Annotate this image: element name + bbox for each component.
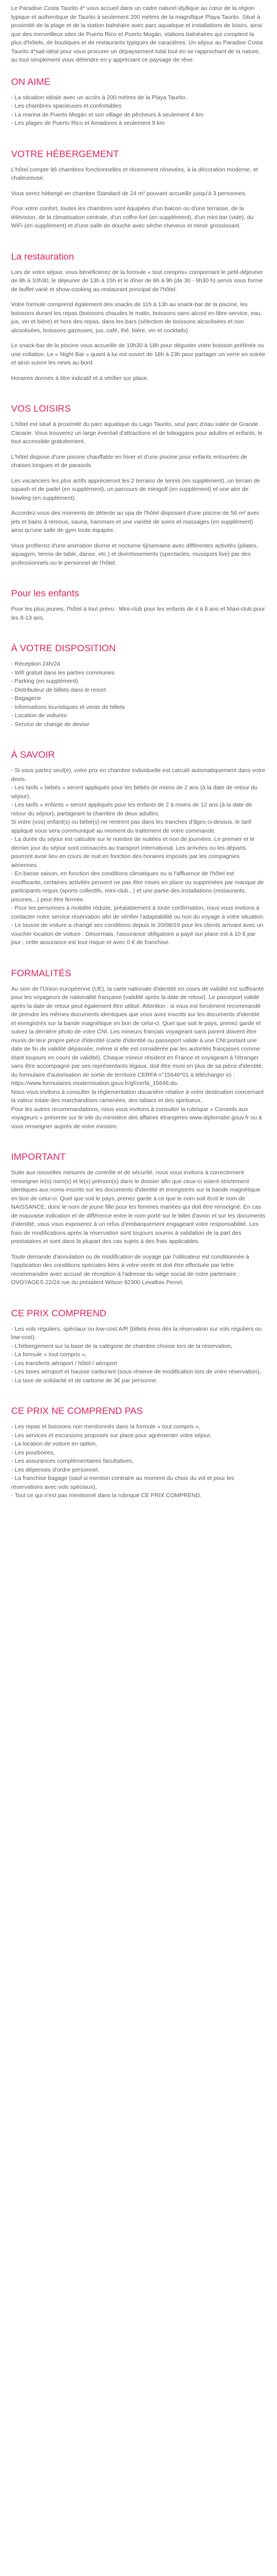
section-title-savoir: À SAVOIR [11, 749, 55, 760]
section-prix-comprend-pas [11, 1405, 266, 1500]
list-item: - Les services et excursions proposés sur place pour agrémenter votre séjour, [11, 1432, 212, 1439]
section-paragraph: Suite aux nouvelles mesures de contrôle et de sécurité, nous vous invitons à correctement renseigner le(s) nom(s) et le(s) prénom(s) dans le dossier afin que ceux-ci soient strictement identiques aux noms inscrits sur les documents d'identité et enregistrés sur la bande magnétique en bon de celui-ci. Quel que soit le pays, prenez garde à ce que le nom soit écrit le nom de NAISSANCE, donc le nom de jeune fille pour les femmes mariées qui doit être renseigné. En cas de mauvaise indication et de différence entre le nom porté sur le billet d'avion et sur les documents d'identité, vous vous exposerez à un refus d'embarquement engageant votre responsabilité. Les frais de modifications après la réservation sont toujours soumis à validation de la part des prestataires et sont dans la plupart des cas sujets à des frais applicables. [11, 1169, 265, 1245]
list-item: - La marina de Puerto Mogán et son village de pêcheurs à seulement 4 km [11, 111, 204, 118]
section-title-important: IMPORTANT [11, 1152, 66, 1162]
list-item: - La situation idéale avec un accès à 200 mètres de la Playa Taurito. [11, 94, 187, 101]
section-title-hebergement: VOTRE HÉBERGEMENT [11, 148, 119, 159]
list-item: - Tout ce qui n'est pas mentionné dans la rubrique CE PRIX COMPREND. [11, 1492, 202, 1499]
list-item: - Les pourboires, [11, 1449, 55, 1456]
section-list [11, 660, 266, 729]
section-paragraph: L'hôtel compte 96 chambres fonctionnelles et récemment rénovées, à la décoration moderne, et chaleureuse. [11, 166, 258, 181]
list-item: - La franchise bagage (sauf si mention contraire au moment du choix du vol et pour les réservations avec vols spéciaux), [11, 1475, 234, 1490]
section-formalites [11, 967, 266, 1132]
section-paragraph: Les vacanciers les plus actifs apprécieront les 2 terrains de tennis (en supplément), un terrain de squash et de padel (en supplément), un parcours de minigolf (en supplément) et une aire de bowling (en supplément). [11, 477, 260, 501]
list-item: - Informations touristiques et vente de billets [11, 703, 125, 711]
list-item: - Les dépenses d'ordre personnel, [11, 1466, 100, 1473]
list-item: - La location de voiture en option, [11, 1441, 98, 1447]
section-enfants [11, 587, 266, 622]
list-item: - Les transferts aéroport / hôtel / aéroport [11, 1360, 117, 1367]
section-paragraph: Toute demande d'annulation ou de modification de voyage par l'utilisateur est conditionnée à l'application des conditions spéciales liées à votre vente et doit être effectuée par lettre recommandée avec accusé de réception à l'adresse du siège social de notre partenaire : OVOYAGES 22/24 rue du président Wilson 92300 Levallois Perret. [11, 1253, 249, 1286]
list-item: - Distributeur de billets dans le resort [11, 686, 106, 693]
list-item: - Wifi gratuit dans les parties communes [11, 669, 115, 676]
list-item: - Les plages de Puerto Rico et Amadores à seulement 9 km [11, 120, 165, 126]
intro-text: Le Paradise Costa Taurito 4* vous accueil dans un cadre naturel idyllique au cœur de la région typique et authentique de Taurito à seulement 200 mètres de la magnifique Playa Taurito. Situé à proximité de la plage et de la station balnéaire avec parc aquatique et installations de loisirs, ainsi que des merveilleux sites de Puerto Rico et Puerto Mogán, stations balnéaires qui comptent la plus d'hôtels, de boutiques et de restaurants typiques de caractères. Un séjour au Paradise Costa Taurito 4*sait idéal pour vous procurer un dépaysement total tout en se rapprochant de la nature, au tout simplement vous détendre en y appréciant ce paysage de rêve. [11, 5, 263, 63]
section-restauration [11, 251, 266, 383]
section-paragraph: Votre formule comprend également des snacks de 11h à 13h au snack-bar de la piscine, les boissons durant les repas (boissons chaudes le matin, boissons sans alcool en libre-service, eau, jus, vin et bière) et hors des repas, dans les bars (sélection de boissons alcoolisées et non alcoolisées, boissons gazeuses, jus, café, thé, bière, vin et cocktails). [11, 301, 262, 334]
section-title-restauration: La restauration [11, 251, 74, 262]
list-item: - Les vols réguliers, spéciaux ou low-cost A/R (billets émis dès la réservation sur vols réguliers ou low-cost). [11, 1325, 262, 1341]
section-title-prix-comprend-pas: CE PRIX NE COMPREND PAS [11, 1406, 143, 1416]
section-paragraph: L'hôtel dispose d'une piscine chauffable en hiver et d'une piscine pour enfants entourées de chaises longues et de parasols. [11, 453, 248, 469]
list-item: - Les chambres spacieuses et confortables [11, 103, 122, 109]
list-item: - Réception 24h/24 [11, 661, 60, 667]
sections-container [11, 76, 266, 1500]
section-paragraph: Vous serez hébergé en chambre Standard de 24 m² pouvant accueillir jusqu'à 3 personnes. [11, 190, 247, 197]
section-title-formalites: FORMALITÉS [11, 967, 71, 978]
list-item: - L'hébergement sur la base de la catégorie de chambre choisie lors de la réservation, [11, 1342, 233, 1350]
section-paragraph: Au sein de l'Union européenne (UE), la carte nationale d'identité en cours de validité est suffisante pour les voyageurs de nationalité française (validité après la date de retour). Le passeport validé après la date de retour peut également être utilisé. Attention : si vous est forcément recommandé de prendre les mêmes documents identiques que vous avez inscrits sur les documents d'identité et enregistrés sur la bande magnétique en bon de celui-ci. Quel que soit le pays, prenez garde et suivez la dernière photo de votre CNI. Les mineurs français voyageant sans parent doivent être munis de leur propre pièce d'identité (carte d'identité ou passeport valide à une CNI portant une date de fin de validité dépassée, même si elle est considérée par les autorités françaises comme étant toujours en cours de validité). Chaque mineur résident en France et voyageant à l'étranger sans être accompagné par ses représentants légaux, doit être muni en plus de sa pièce d'identité, du formulaire d'autorisation de sortie de territoire CERFA n°15646*01 à télécharger ici : https://www.formulaires.modernisation.gouv.fr/gf/cerfa_15646.do. Nous vous invitons à consulter la réglementation douanière relative à votre destination concernant la valeur totale des marchandises ramenées, des tabacs et des spiritueux. Pour les autres recommandations, nous vous invitons à consulter la rubrique « Conseils aux voyageurs » présente sur le site du ministère des affaires étrangères www.diplomatie.gouv.fr ou à vous renseigner auprès de votre ministre. [11, 985, 264, 1130]
section-paragraph: Lors de votre séjour, vous bénéficierez de la formule « tout compris» comprenant le petit-déjeuner de 8h à 10h30, le déjeuner de 13h à 15h et le dîner de 6h à 9h (de 30 - 9h30 h) servis sous forme de buffet varié et show-cooking au restaurant principal de l'hôtel. [11, 268, 263, 293]
section-list [11, 94, 266, 128]
section-loisirs [11, 403, 266, 567]
list-item: - Parking (en supplément) [11, 678, 78, 684]
section-title-enfants: Pour les enfants [11, 588, 79, 599]
section-important [11, 1151, 266, 1287]
section-title-loisirs: VOS LOISIRS [11, 403, 71, 414]
section-title-on-aime: ON AIME [11, 76, 50, 87]
list-item: - Les taxes aéroport et hausse carburant (sous réserve de modification lors de votre réservation), [11, 1368, 261, 1375]
section-title-prix-comprend: CE PRIX COMPREND [11, 1307, 106, 1319]
section-paragraph: Pour votre confort, toutes les chambres sont équipées d'un balcon ou d'une terrasse, de la télévision, de la climatisation centrale, d'un coffre-fort (en supplément), d'un mini bar (vide), du WiFi (en supplément) et d'une salle de douche avec sèche-cheveux et miroir grossissant. [11, 205, 254, 229]
list-item: - La taxe de solidarité et de carbone de 3€ par personne. [11, 1377, 158, 1384]
section-disposition [11, 642, 266, 729]
section-list [11, 1325, 266, 1386]
list-item: - Les repas et boissons non mentionnés dans la formule « tout compris », [11, 1423, 201, 1430]
list-item: - Les assurances complémentaires facultatives, [11, 1458, 134, 1464]
section-paragraph: Le snack-bar de la piscine vous accueille de 10h30 à 18h pour déguster votre boisson préférée ou une collation. Le « Night Bar » quant à lui est ouvert de 18h à 23h pour partager un verre en soirée et ainsi suivre les news au bord. [11, 342, 265, 366]
section-prix-comprend [11, 1307, 266, 1386]
list-item: - Service de change de devise [11, 721, 90, 728]
section-list [11, 1423, 266, 1500]
list-item: - Bagagerie [11, 695, 42, 702]
section-paragraph: Accordez-vous des moments de détente au spa de l'hôtel disposant d'une piscine de 56 m² avec jets et bains à remous, sauna, hammam et une variété de soins et massages (en supplément) ainsi qu'une salle de gym toute équipée. [11, 510, 260, 534]
section-on-aime [11, 76, 266, 128]
list-item: - Location de voitures [11, 712, 67, 719]
section-hebergement [11, 148, 266, 231]
list-item: - La formule « tout compris », [11, 1351, 87, 1358]
section-savoir [11, 749, 266, 947]
section-paragraph: Vous profiterez d'une animation diurne et nocturne 6j/semaine avec différentes activités (pilates, aquagym, tennis de table, danse, etc.) et divertissements (spectacles, musiques live) par des professionnels ou le personnel de l'hôtel. [11, 542, 258, 566]
section-paragraph: Pour les plus jeunes, l'hôtel à tout prévu : Mini-club pour les enfants de 4 à 8 ans et Maxi-club pour les 8-13 ans. [11, 606, 265, 621]
section-paragraph: L'hôtel est situé à proximité du parc aquatique du Lago Taurito, seul parc d'eau salée de Grande Canarie. Vous trouverez un large éventail d'attractions et de toboggans pour adultes et enfants, le tout accessible gratuitement. [11, 421, 263, 445]
section-paragraph: Horaires donnés à titre indicatif et à vérifier sur place. [11, 374, 149, 382]
section-title-disposition: À VOTRE DISPOSITION [11, 643, 116, 653]
section-paragraph: - Si vous partez seul(e), votre prix en chambre individuelle est calculé automatiquement dans votre devis. - Les tarifs « bébés » seront appliqués pour les bébés de moins de 2 ans (à la date de retour du séjour). - Les tarifs « enfants » seront appliqués pour les enfants de 2 à moins de 12 ans (à la date de retour du séjour), partageant la chambre de deux adultes. Si votre (vos) enfant(s) ou bébé(s) ne rentrent pas dans les tranches d'âges ci-dessus, le tarif appliqué vous sera communiqué au moment du traitement de votre commande. - La durée du séjour est calculée sur le nombre de nuitées et non de journées. Le premier et le dernier jour du séjour sont consacrés au transport international. Les arrivées ou les départs pourront avoir lieu en cours de nuit en fonction des horaires imposés par les compagnies aériennes. - En basse saison, en fonction des conditions climatiques ou si l'affluence de l'hôtel est insuffisante, certaines activités peuvent ne pas être mises en place ou supprimées par manque de participants requis (sports collectifs, mini-club...) et une partie des installations (restaurants, piscines...) peut être fermée. - Pour les personnes à mobilité réduite, préalablement à toute confirmation, nous vous invitons à contacter notre service réservation afin de vérifier l'adaptabilité ou non du voyage à votre situation. - Le lousse de voiture a changé ses conditions depuis le 20/08/19 pour les clients arrivant avec un voucher location de voiture : Désormais, l'assurance obligatoire a payé sur place est à 10 € par jour ; cette assurance est tout risque et avec 0 € de franchise. [11, 767, 265, 946]
